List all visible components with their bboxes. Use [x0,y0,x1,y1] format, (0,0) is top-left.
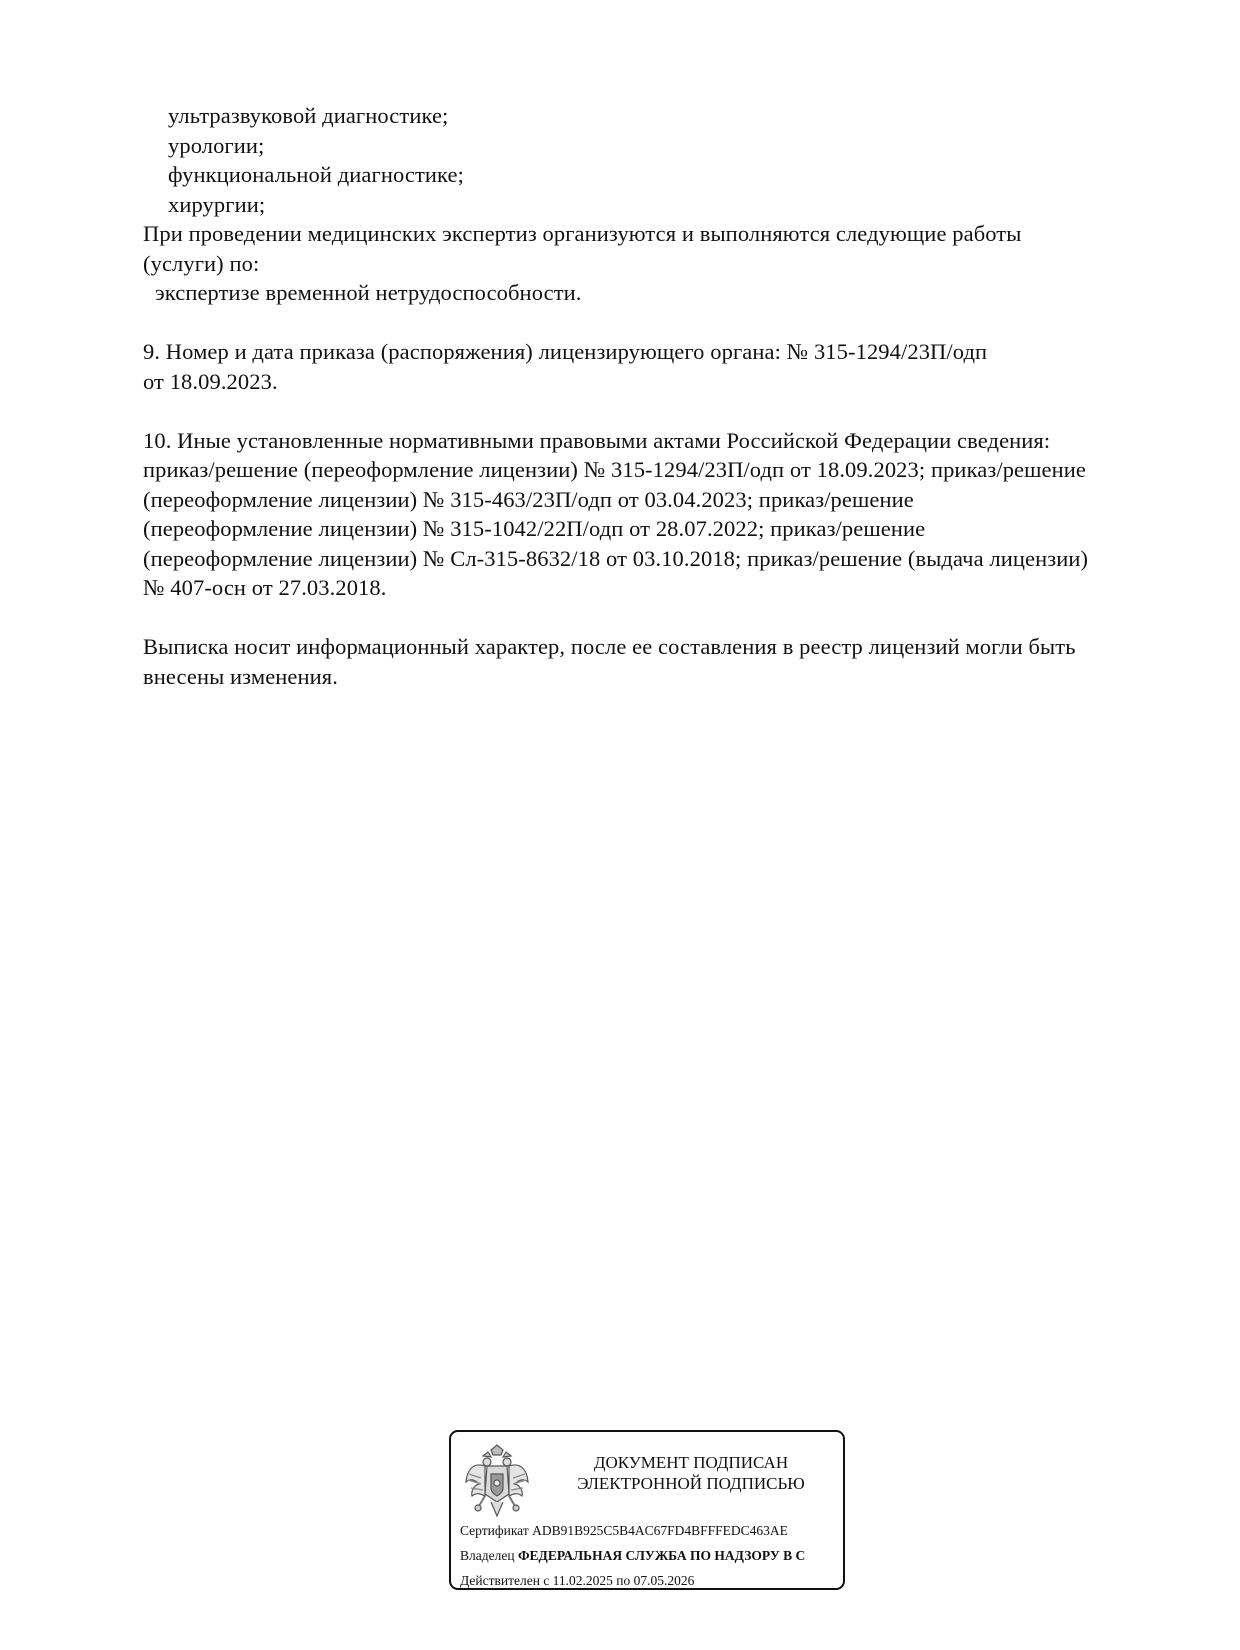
item10-line: 10. Иные установленные нормативными правовыми актами Российской Федерации сведения: [143,427,1051,453]
stamp-title [541,1452,841,1494]
owner-label: Владелец [460,1548,515,1563]
validity-line: Действителен с 11.02.2025 по 07.05.2026 [460,1573,695,1588]
expertise-intro-line: При проведении медицинских экспертиз организуются и выполняются следующие работы [143,221,1022,246]
document-body [143,101,1163,691]
item9-line: 9. Номер и дата приказа (распоряжения) лицензирующего органа: № 315-1294/23П/одп [143,339,988,364]
item10-line: № 407-осн от 27.03.2018. [143,575,387,600]
certificate-details [460,1518,840,1590]
certificate-line [460,1518,840,1543]
certificate-label: Сертификат [460,1523,529,1538]
note-line: внесены изменения. [143,663,338,689]
expertise-intro-line: (услуги) по: [143,250,260,276]
stamp-title-line: ЭЛЕКТРОННОЙ ПОДПИСЬЮ [577,1474,805,1493]
list-item: ультразвуковой диагностике; [168,103,449,128]
coat-of-arms-icon [463,1444,531,1522]
item10-line: (переоформление лицензии) № 315-1042/22П/одп от 28.07.2022; приказ/решение [143,516,926,541]
owner-value: ФЕДЕРАЛЬНАЯ СЛУЖБА ПО НАДЗОРУ В С [517,1548,806,1563]
paragraph-gap [143,396,1163,426]
electronic-signature-stamp [449,1430,845,1590]
note-line: Выписка носит информационный характер, после ее составления в реестр лицензий могли быть [143,634,1076,659]
item10-line: приказ/решение (переоформление лицензии) № 315-1294/23П/одп от 18.09.2023; приказ/решение [143,457,1087,482]
expertise-item: экспертизе временной нетрудоспособности. [155,280,582,305]
item10-line: (переоформление лицензии) № 315-463/23П/одп от 03.04.2023; приказ/решение [143,486,914,512]
paragraph-gap [143,308,1163,338]
list-item: хирургии; [168,191,266,217]
item10-line: (переоформление лицензии) № Сл-315-8632/18 от 03.10.2018; приказ/решение (выдача лицензии) [143,545,1089,571]
item9-line: от 18.09.2023. [143,368,278,394]
certificate-value: ADB91B925C5B4AC67FD4BFFFEDC463AE [532,1523,788,1538]
list-item: функциональной диагностике; [168,162,464,187]
owner-line [460,1543,840,1568]
paragraph-gap [143,603,1163,633]
list-item: урологии; [168,132,265,158]
stamp-title-line: ДОКУМЕНТ ПОДПИСАН [593,1453,789,1472]
